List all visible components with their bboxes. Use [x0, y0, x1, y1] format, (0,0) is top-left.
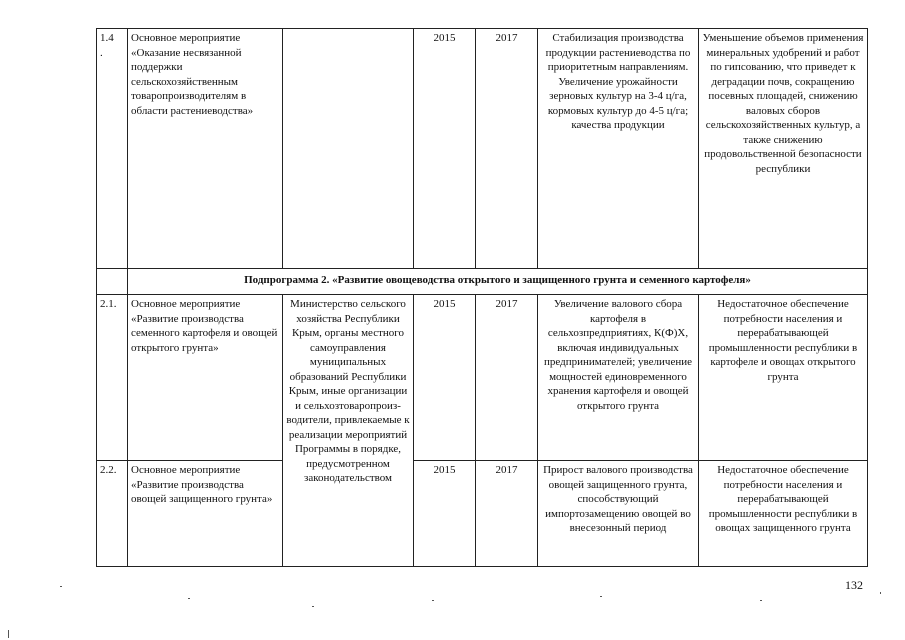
subprogram-row [97, 269, 868, 295]
start-year: 2015 [414, 461, 476, 567]
event-name: Основное мероприятие «Развитие производства семенного картофеля и овощей открытого грунта» [128, 295, 283, 461]
scan-speck [432, 600, 434, 601]
start-year: 2015 [414, 295, 476, 461]
executor [283, 29, 414, 269]
subprogram-title: Подпрограмма 2. «Развитие овощеводства открытого и защищенного грунта и семенного картофеля» [128, 269, 868, 295]
consequence-of-non-implementation: Уменьшение объемов применения минеральных удобрений и работ по гипсованию, что приведет к деградации почв, сокращению посевных площадей, снижению валовых сборов сельскохозяйственных культур, а также снижению продовольственной безопасности республики [699, 29, 868, 269]
start-year: 2015 [414, 29, 476, 269]
row-number: 1.4 . [97, 29, 128, 269]
event-name: Основное мероприятие «Развитие производства овощей защищенного грунта» [128, 461, 283, 567]
page-number: 132 [845, 578, 863, 592]
table-row [97, 295, 868, 461]
table-row [97, 29, 868, 269]
expected-result: Стабилизация производства продукции растениеводства по приоритетным направлениям. Увеличение урожайности зерновых культур на 3-4 ц/га, кормовых культур до 4-5 ц/га; качества продукции [538, 29, 699, 269]
expected-result: Увеличение валового сбора картофеля в сельхозпредприятиях, К(Ф)Х, включая индивидуальных предпринимателей; увеличение мощностей единовременного хранения картофеля и овощей открытого грунта [538, 295, 699, 461]
scan-speck [312, 606, 314, 607]
expected-result: Прирост валового производства овощей защищенного грунта, способствующий импортозамещению овощей во внесезонный период [538, 461, 699, 567]
scan-speck [760, 600, 762, 601]
scan-speck [60, 586, 62, 587]
row-number: 2.1. [97, 295, 128, 461]
event-name: Основное мероприятие «Оказание несвязанной поддержки сельскохозяйственным товаропроизводителям в области растениеводства» [128, 29, 283, 269]
scan-speck [600, 596, 602, 597]
consequence-of-non-implementation: Недостаточное обеспечение потребности населения и перерабатывающей промышленности республики в овощах защищенного грунта [699, 461, 868, 567]
subprogram-number-cell [97, 269, 128, 295]
row-number: 2.2. [97, 461, 128, 567]
end-year: 2017 [476, 29, 538, 269]
table-row [97, 461, 868, 567]
consequence-of-non-implementation: Недостаточное обеспечение потребности населения и перерабатывающей промышленности республики в картофеле и овощах открытого грунта [699, 295, 868, 461]
scan-speck [188, 598, 190, 599]
executor: Министерство сельского хозяйства Республики Крым, органы местного самоуправления муниципальных образований Республики Крым, иные организации и сельхозтоваропроиз-водители, привлекаемые к реализации мероприятий Программы в порядке, предусмотренном законодательством [283, 295, 414, 567]
scan-speck [8, 630, 9, 638]
scan-speck [880, 592, 881, 594]
end-year: 2017 [476, 295, 538, 461]
end-year: 2017 [476, 461, 538, 567]
program-events-table [96, 28, 868, 567]
